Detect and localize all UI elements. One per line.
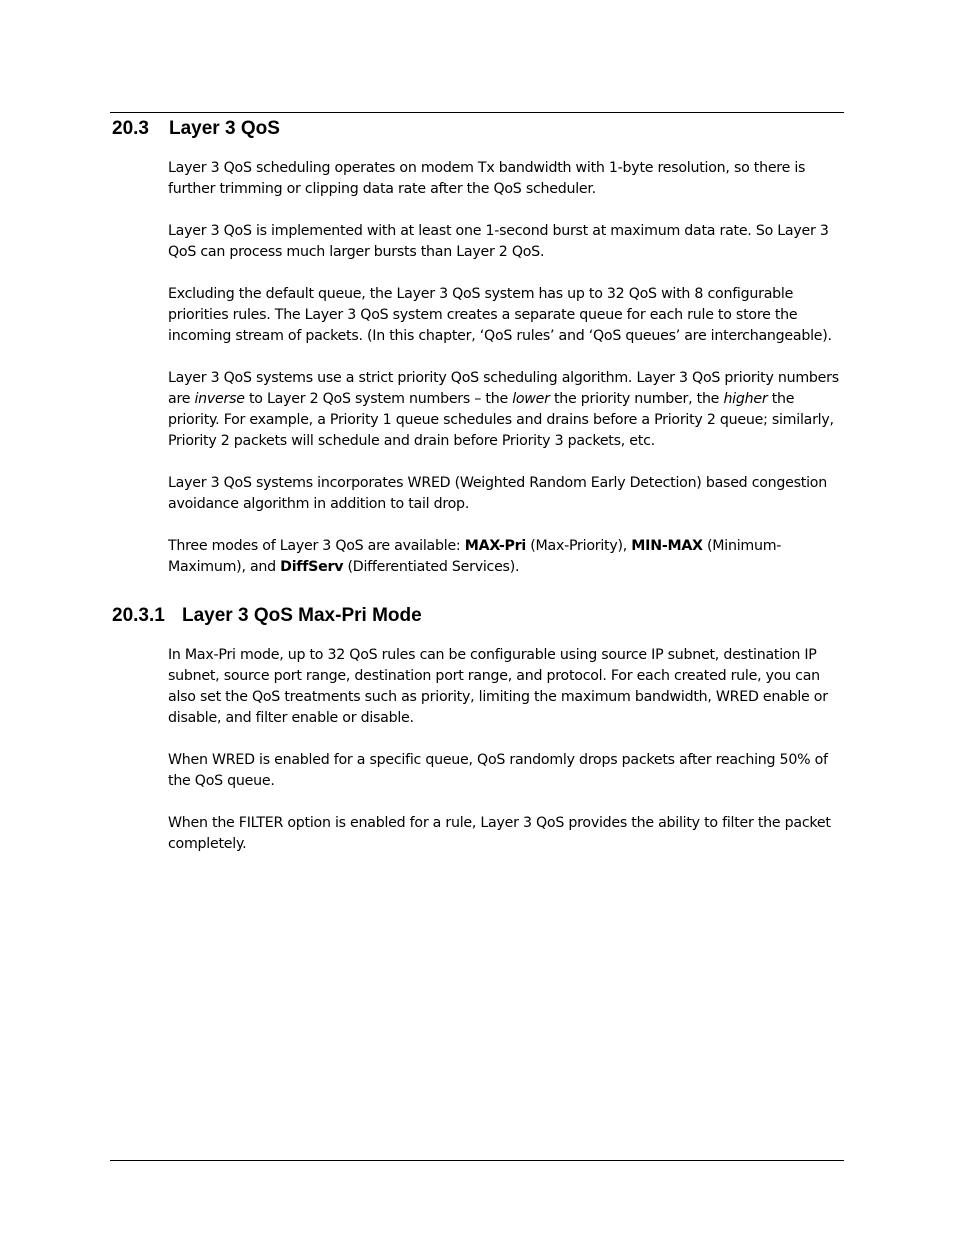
header-rule <box>110 112 844 113</box>
paragraph <box>168 368 848 452</box>
section-number: 20.3 <box>112 118 149 139</box>
paragraph: Excluding the default queue, the Layer 3 QoS system has up to 32 QoS with 8 configurable priorities rules. The Layer 3 QoS system creates a separate queue for each rule to store the incoming stream of packets. (In this chapter, ‘QoS rules’ and ‘QoS queues’ are interchangeable). <box>168 286 832 344</box>
section-body <box>168 158 848 599</box>
text-run: (Minimum-Maximum), and <box>168 538 782 575</box>
text-run: Layer 3 QoS systems use a strict priority QoS scheduling algorithm. Layer 3 QoS priority numbers are <box>168 370 839 407</box>
bold-term: DiffServ <box>280 559 344 575</box>
text-run: the priority number, the <box>549 391 724 407</box>
text-run: to Layer 2 QoS system numbers – the <box>244 391 513 407</box>
paragraph: In Max-Pri mode, up to 32 QoS rules can be configurable using source IP subnet, destination IP subnet, source port range, destination port range, and protocol. For each created rule, you can also set the QoS treatments such as priority, limiting the maximum bandwidth, WRED enable or disable, and filter enable or disable. <box>168 647 828 726</box>
paragraph: When the FILTER option is enabled for a rule, Layer 3 QoS provides the ability to filter the packet completely. <box>168 815 831 852</box>
section-title: Layer 3 QoS <box>169 118 280 139</box>
text-run: (Max-Priority), <box>526 538 632 554</box>
paragraph <box>168 536 848 578</box>
text-run: (Differentiated Services). <box>343 559 520 575</box>
paragraph: Layer 3 QoS systems incorporates WRED (Weighted Random Early Detection) based congestion avoidance algorithm in addition to tail drop. <box>168 475 827 512</box>
paragraph: When WRED is enabled for a specific queue, QoS randomly drops packets after reaching 50% of the QoS queue. <box>168 752 828 789</box>
footer-rule <box>110 1160 844 1161</box>
bold-term: MIN-MAX <box>631 538 703 554</box>
paragraph: Layer 3 QoS scheduling operates on modem Tx bandwidth with 1-byte resolution, so there is further trimming or clipping data rate after the QoS scheduler. <box>168 160 806 197</box>
paragraph: Layer 3 QoS is implemented with at least one 1-second burst at maximum data rate. So Layer 3 QoS can process much larger bursts than Layer 2 QoS. <box>168 223 829 260</box>
emphasis: inverse <box>194 391 245 407</box>
text-run: Three modes of Layer 3 QoS are available: <box>168 538 465 554</box>
subsection-heading <box>112 605 422 627</box>
subsection-number: 20.3.1 <box>112 605 165 626</box>
emphasis: higher <box>723 391 768 407</box>
bold-term: MAX-Pri <box>464 538 526 554</box>
section-heading <box>112 118 280 140</box>
subsection-body <box>168 645 848 876</box>
subsection-title: Layer 3 QoS Max-Pri Mode <box>182 605 422 626</box>
text-run: the priority. For example, a Priority 1 queue schedules and drains before a Priority 2 queue; similarly, Priority 2 packets will schedule and drain before Priority 3 packets, etc. <box>168 391 834 449</box>
emphasis: lower <box>512 391 550 407</box>
